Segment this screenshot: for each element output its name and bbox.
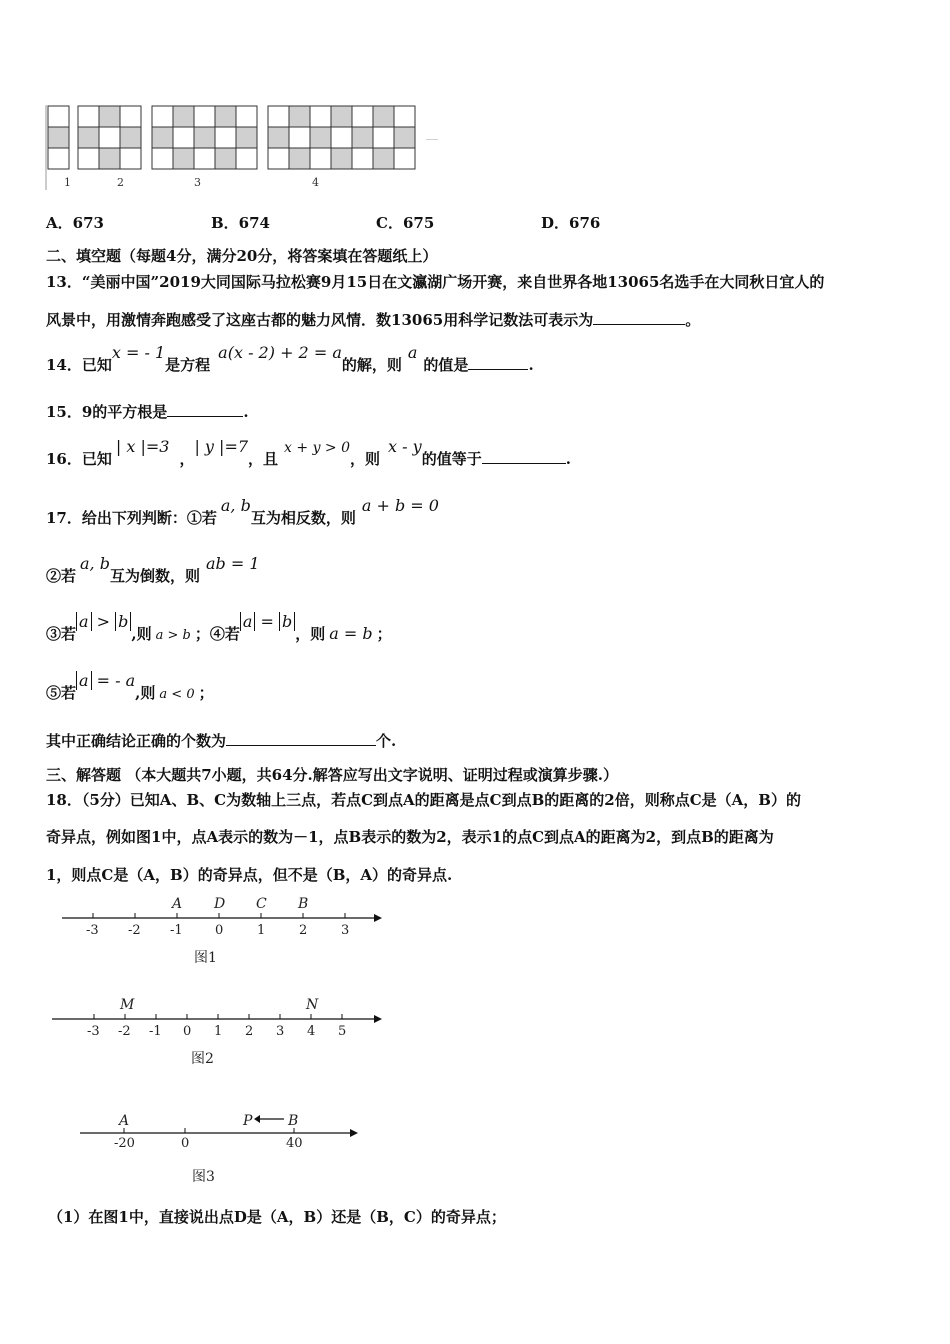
fig3-tick-label-40: 40	[286, 1136, 303, 1151]
q17-cond4-a: a	[240, 612, 256, 631]
q16-answer-blank[interactable]	[482, 449, 566, 464]
q17-semi3: ；	[198, 684, 214, 702]
axis-tick-label: 1	[214, 1024, 223, 1039]
q17-ab: a, b	[220, 496, 251, 515]
axis-tick-label: -2	[128, 923, 141, 938]
pattern-cell	[99, 148, 120, 169]
q17-cond4-b: b	[279, 612, 295, 631]
q17-cond5-rhs: = - a	[91, 671, 136, 690]
pattern-cell	[152, 148, 173, 169]
q17-conclusion	[46, 730, 396, 751]
point-c: C	[256, 896, 267, 912]
q18-line3: 1，则点C是（A，B）的奇异点，但不是（B，A）的奇异点.	[46, 866, 453, 884]
fig3-label-p: P	[243, 1113, 253, 1129]
fig3-arrow-head	[254, 1115, 260, 1123]
pattern-cell	[48, 106, 69, 127]
pattern-cell	[215, 148, 236, 169]
q14-x-value: x = - 1	[111, 343, 166, 362]
pattern-cell	[120, 148, 141, 169]
q17-gt: >	[91, 612, 116, 631]
q14-var: a	[407, 343, 418, 362]
q17-reciprocal: 互为倒数，则	[109, 567, 200, 585]
q15-end: .	[243, 403, 249, 421]
axis-tick-label: -3	[86, 923, 99, 938]
option-c: C．675	[376, 214, 435, 232]
point-a: A	[172, 896, 183, 912]
pattern-cell	[78, 148, 99, 169]
q16-comma: ，	[179, 450, 195, 468]
q18-line1: 18．（5分）已知A、B、C为数轴上三点，若点C到点A的距离是点C到点B的距离的2倍，则称点C是（A，B）的	[46, 791, 801, 809]
point-n: N	[306, 997, 319, 1013]
pattern-cell	[268, 127, 289, 148]
q17-then4: ，则	[295, 625, 326, 643]
axis-tick-label: 4	[307, 1024, 316, 1039]
pattern-cell	[352, 148, 373, 169]
pattern-cell	[310, 127, 331, 148]
q17-semi: ；④若	[194, 625, 240, 643]
section2-heading: 二、填空题（每题4分，满分20分，将答案填在答题纸上）	[46, 247, 438, 265]
q17-l3-prefix: ③若	[46, 625, 77, 643]
pattern-cell	[152, 106, 173, 127]
point-b: B	[298, 896, 309, 912]
pattern-cell	[268, 106, 289, 127]
axis-tick-label: 3	[276, 1024, 285, 1039]
q16-abs-y: | y |=7	[194, 437, 249, 456]
pattern-cell	[120, 106, 141, 127]
q14-equation: a(x - 2) + 2 = a	[218, 343, 342, 362]
q17-line3	[46, 612, 392, 644]
q17-cond3-b: b	[115, 612, 131, 631]
pattern-cell	[236, 106, 257, 127]
section3-heading: 三、解答题 （本大题共7小题，共64分.解答应写出文字说明、证明过程或演算步骤.）	[46, 766, 618, 784]
pattern-cell	[394, 106, 415, 127]
pattern-cell	[173, 127, 194, 148]
pattern-cell	[373, 148, 394, 169]
fig3-caption: 图3	[192, 1169, 215, 1185]
pattern-cell	[331, 148, 352, 169]
q17-line2	[46, 554, 260, 586]
q14-end: .	[528, 356, 534, 374]
pattern-cell	[268, 148, 289, 169]
q17-ab2: a, b	[80, 554, 110, 573]
q17-line5	[46, 671, 214, 703]
pattern-cell	[236, 127, 257, 148]
pattern-cell	[352, 106, 373, 127]
q16-suffix: 的值等于	[421, 450, 482, 468]
pattern-cell	[194, 127, 215, 148]
q16-abs-x: | x |=3	[115, 437, 170, 456]
q17-then3: ,则	[131, 625, 152, 643]
q17-conclusion-text: 其中正确结论正确的个数为	[46, 732, 227, 750]
q13-line2	[46, 309, 700, 330]
q17-eq: =	[255, 612, 279, 631]
pattern-label-4: 4	[312, 176, 319, 189]
q16-and: ，且	[248, 450, 279, 468]
pattern-label-3: 3	[194, 176, 201, 189]
pattern-cell	[373, 106, 394, 127]
point-m: M	[120, 997, 135, 1013]
pattern-cell	[48, 127, 69, 148]
fig3-label-b: B	[288, 1113, 299, 1129]
pattern-cell	[99, 127, 120, 148]
axis-tick-label: 5	[338, 1024, 347, 1039]
pattern-figure	[42, 100, 462, 195]
fig3-label-a: A	[119, 1113, 130, 1129]
axis-tick-label: 2	[299, 923, 308, 938]
option-b: B．674	[211, 214, 270, 232]
axis-tick-label: 2	[245, 1024, 254, 1039]
q18-line2: 奇异点，例如图1中，点A表示的数为－1，点B表示的数为2，表示1的点C到点A的距离为2，到点B的距离为	[46, 828, 774, 846]
figure-3-number-line	[74, 1106, 374, 1188]
q17-prefix: 17．给出下列判断：①若	[46, 509, 217, 527]
q13-answer-blank[interactable]	[593, 310, 685, 325]
axis-tick-label: 0	[183, 1024, 192, 1039]
q17-cond3-a: a	[76, 612, 92, 631]
pattern-cell	[331, 127, 352, 148]
pattern-cell	[289, 148, 310, 169]
pattern-label-1: 1	[64, 176, 71, 189]
pattern-cell	[394, 148, 415, 169]
pattern-cell	[289, 106, 310, 127]
pattern-cell	[78, 106, 99, 127]
q13-text: 风景中，用激情奔跑感受了这座古都的魅力风情．数13065用科学记数法可表示为	[46, 311, 594, 329]
axis-tick-label: -1	[149, 1024, 162, 1039]
q17-res4: a = b	[329, 624, 373, 643]
q14-suffix: 的值是	[423, 356, 469, 374]
q14-mid2: 的解，则	[341, 356, 402, 374]
q13-line1: 13．“美丽中国”2019大同国际马拉松赛9月15日在文瀛湖广场开赛，来自世界各地13065名选手在大同秋日宜人的	[46, 273, 825, 291]
pattern-cell	[194, 106, 215, 127]
fig2-ticks	[87, 1014, 346, 1039]
pattern-cell	[194, 148, 215, 169]
pattern-cell	[99, 106, 120, 127]
q17-l2-prefix: ②若	[46, 567, 77, 585]
q16-then: ，则	[350, 450, 381, 468]
fig3-tick-label-neg20: -20	[114, 1136, 135, 1151]
q17-line1	[46, 496, 439, 528]
point-d: D	[214, 896, 226, 912]
q17-then5: ,则	[135, 684, 156, 702]
option-d: D．676	[541, 214, 601, 232]
fig2-points	[119, 997, 319, 1013]
fig1-caption: 图1	[194, 950, 217, 966]
pattern-cell	[310, 106, 331, 127]
figure-1-number-line	[56, 895, 396, 970]
q17-answer-blank[interactable]	[226, 731, 376, 746]
q17-cond5-a: a	[76, 671, 92, 690]
pattern-cell	[120, 127, 141, 148]
q14-prefix: 14．已知	[46, 356, 112, 374]
fig1-ticks	[86, 913, 349, 938]
pattern-cell	[48, 148, 69, 169]
pattern-cell	[173, 106, 194, 127]
fig2-caption: 图2	[191, 1051, 214, 1067]
pattern-cell	[215, 106, 236, 127]
q17-res3: a > b	[155, 628, 191, 643]
axis-tick-label: -1	[170, 923, 183, 938]
q14	[46, 343, 534, 375]
pattern-cell	[236, 148, 257, 169]
q16-expr: x - y	[388, 437, 422, 456]
figure-2-number-line	[48, 995, 393, 1070]
q14-answer-blank[interactable]	[468, 355, 528, 370]
q18-sub1: （1）在图1中，直接说出点D是（A，B）还是（B，C）的奇异点；	[48, 1208, 506, 1226]
q17-unit: 个.	[376, 732, 397, 750]
option-a: A．673	[46, 214, 104, 232]
axis-tick-label: -3	[87, 1024, 100, 1039]
q17-semi2: ；	[376, 625, 392, 643]
pattern-ellipsis: ……	[426, 135, 438, 142]
q16-end: .	[565, 450, 571, 468]
pattern-cell	[289, 127, 310, 148]
q13-end: 。	[685, 311, 701, 329]
q17-opposite: 互为相反数，则	[250, 509, 356, 527]
q16-condition: x + y > 0	[284, 440, 351, 456]
q17-l5-prefix: ⑤若	[46, 684, 77, 702]
q16-prefix: 16．已知	[46, 450, 112, 468]
pattern-cell	[331, 106, 352, 127]
pattern-cell	[215, 127, 236, 148]
pattern-cell	[173, 148, 194, 169]
q14-mid: 是方程	[165, 356, 211, 374]
fig3-tick-label-0: 0	[181, 1136, 190, 1151]
q17-product: ab = 1	[205, 554, 260, 573]
axis-tick-label: 1	[257, 923, 266, 938]
pattern-cell	[152, 127, 173, 148]
axis-tick-label: 3	[341, 923, 350, 938]
axis-tick-label: 0	[215, 923, 224, 938]
pattern-cell	[78, 127, 99, 148]
fig1-points	[170, 896, 308, 912]
pattern-label-2: 2	[117, 176, 124, 189]
pattern-grids	[48, 106, 415, 169]
pattern-cell	[310, 148, 331, 169]
axis-tick-label: -2	[118, 1024, 131, 1039]
q15	[46, 401, 249, 422]
q17-res5: a < 0	[159, 687, 195, 702]
q16	[46, 437, 571, 469]
pattern-cell	[373, 127, 394, 148]
q15-text: 15．9的平方根是	[46, 403, 168, 421]
pattern-cell	[394, 127, 415, 148]
q17-sum: a + b = 0	[361, 496, 439, 515]
q15-answer-blank[interactable]	[167, 402, 243, 417]
pattern-cell	[352, 127, 373, 148]
